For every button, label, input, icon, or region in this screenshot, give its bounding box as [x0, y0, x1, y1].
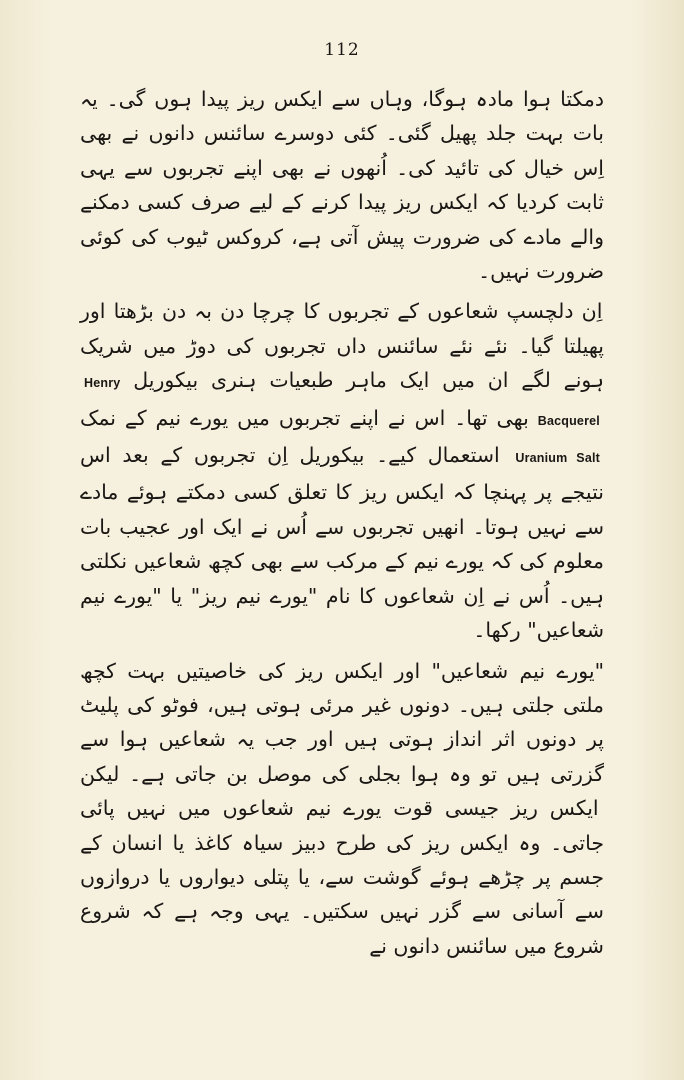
text-line: جلد پھیل گئی۔ کئی دوسرے سائنس دانوں نے بھی اِس خیال کی [80, 121, 604, 180]
text-line: "یورے نیم شعاعیں" اور ایکس ریز کی خاصیتیں بہت کچھ ملتی جلتی ہیں۔ [80, 658, 604, 717]
text-line: آتی ہے، کروکس ٹیوب کی کوئی ضرورت نہیں۔ [80, 224, 604, 284]
inline-english-term: Uranium Salt [515, 451, 601, 466]
text-line: ہوئے گوشت سے، یا پتلی دیواروں یا دروازوں سے آسانی سے گزر [80, 864, 604, 924]
paragraph-2 [80, 294, 604, 647]
inline-english-term: Henry Bacquerel [84, 376, 600, 428]
text-line: دمکتے ہوئے مادے سے نہیں ہوتا۔ انھیں تجربوں سے اُس نے ایک [80, 480, 604, 539]
text-line-with-english: ان میں ایک ماہر طبعیات ہنری بیکوریل Henry Bacquerel بھی تھا۔ اس نے [80, 368, 604, 429]
text-line: جب یہ شعاعیں ہوا سے گزرتی ہیں تو وہ ہوا بجلی کی موصل بن جاتی [80, 727, 604, 786]
paragraph-3 [80, 654, 604, 964]
paragraph-1 [80, 82, 604, 288]
text-line: جاتی۔ وہ ایکس ریز کی طرح دبیز سیاہ کاغذ یا انسان کے جسم پر چڑھے [80, 830, 605, 889]
text-line: اِن دلچسپ شعاعوں کے تجربوں کا چرچا دن بہ دن بڑھتا اور [80, 299, 603, 324]
text-line: ریز پیدا کرنے کے لیے صرف کسی دمکنے والے مادے کی ضرورت پیش [80, 190, 605, 249]
text-line: ہے۔ لیکن ایکس ریز جیسی قوت یورے نیم شعاعوں میں نہیں پائی [80, 761, 599, 821]
text-line: نہیں سکتیں۔ یہی وجہ ہے کہ شروع شروع میں سائنس دانوں نے [80, 899, 604, 958]
text-line: دونوں غیر مرئی ہوتی ہیں، فوٹو کی پلیٹ پر دونوں اثر انداز ہوتی ہیں اور [80, 692, 604, 752]
text-line: نکلتی ہیں۔ اُس نے اِن شعاعوں کا نام "یورے نیم ریز" یا "یورے نیم شعاعیں" [80, 549, 604, 643]
body-text [80, 82, 604, 963]
page-number: 112 [324, 40, 360, 60]
text-line: پھیلتا گیا۔ نئے نئے سائنس داں تجربوں کی دوڑ میں شریک ہونے لگے [80, 333, 605, 393]
text-line: رکھا۔ [473, 618, 521, 643]
text-line: دمکتا ہوا مادہ ہوگا، وہاں سے ایکس ریز پیدا ہوں گی۔ یہ بات بہت [80, 87, 604, 146]
text-line: تائید کی۔ اُنھوں نے بھی اپنے تجربوں سے یہی ثابت کردیا کہ ایکس [80, 155, 604, 215]
text-line: اور عجیب بات معلوم کی کہ یورے نیم کے مرکب سے بھی کچھ شعاعیں [80, 514, 604, 574]
text-line-with-english: اپنے تجربوں میں یورے نیم کے نمک Uranium Salt استعمال کیے۔ [80, 406, 604, 467]
text-line: بیکوریل اِن تجربوں کے بعد اس نتیجے پر پہنچا کہ ایکس ریز کا تعلق کسی [80, 443, 604, 505]
